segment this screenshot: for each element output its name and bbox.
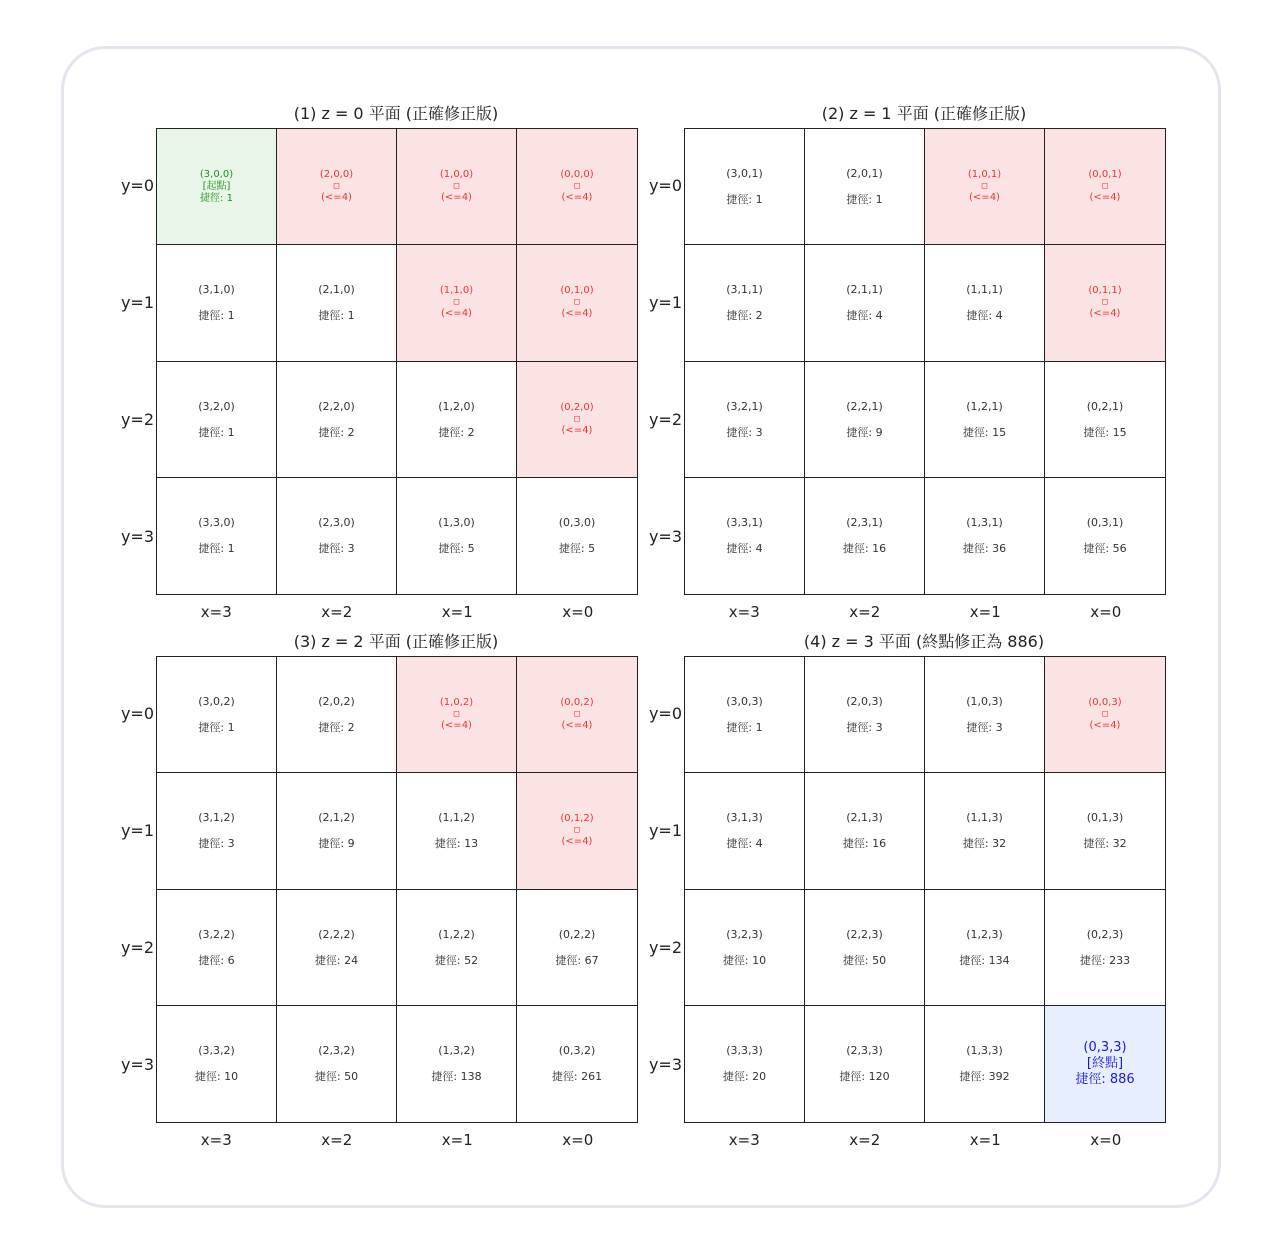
blocked-cell	[277, 129, 397, 245]
shortcut-count: 捷徑: 1	[726, 193, 763, 207]
y-axis-label: y=3	[120, 526, 154, 546]
cell-coordinate: (2,1,2)	[318, 811, 355, 825]
blocked-marker: □	[453, 181, 460, 192]
grid-cell	[397, 362, 517, 478]
y-axis-label: y=2	[648, 937, 682, 957]
grid-cell	[397, 478, 517, 594]
blocked-note: (<=4)	[561, 308, 593, 320]
cell-coordinate: (1,2,1)	[966, 399, 1003, 413]
end-tag: [終點]	[1086, 1055, 1124, 1071]
shortcut-count: 捷徑: 15	[1083, 425, 1127, 439]
shortcut-count: 捷徑: 1	[726, 721, 763, 735]
y-axis-label: y=2	[120, 937, 154, 957]
shortcut-count: 捷徑: 4	[726, 542, 763, 556]
x-axis-label: x=2	[849, 603, 881, 621]
y-axis-label: y=0	[120, 176, 154, 196]
y-axis-label: y=2	[648, 409, 682, 429]
blocked-marker: □	[1102, 297, 1108, 308]
grid-cell	[397, 1006, 517, 1122]
shortcut-count: 捷徑: 392	[959, 1070, 1010, 1084]
y-axis-label: y=0	[648, 704, 682, 724]
grid-cell	[277, 478, 397, 594]
x-axis-label: x=0	[562, 603, 594, 621]
grid-cell	[157, 1006, 277, 1122]
x-axis-label: x=1	[441, 603, 473, 621]
cell-coordinate: (3,3,0)	[198, 516, 235, 530]
y-axis-label: y=3	[648, 526, 682, 546]
cell-coordinate: (2,1,0)	[318, 283, 355, 297]
blocked-cell	[1045, 129, 1165, 245]
grid-cell	[277, 362, 397, 478]
panel-title: (4) z = 3 平面 (終點修正為 886)	[803, 632, 1045, 651]
blocked-cell	[517, 245, 637, 361]
x-axis-label: x=0	[562, 1131, 594, 1149]
cell-coordinate: (3,1,0)	[198, 283, 235, 297]
blocked-note: (<=4)	[441, 308, 472, 320]
grid-cell	[1045, 362, 1165, 478]
grid-cell	[1045, 773, 1165, 889]
y-axis-label: y=1	[120, 821, 154, 841]
grid-panel	[116, 102, 636, 622]
shortcut-count: 捷徑: 4	[966, 309, 1003, 323]
shortcut-count: 捷徑: 233	[1079, 953, 1131, 967]
cell-coordinate: (0,0,3)	[1088, 697, 1122, 709]
cell-coordinate: (1,3,0)	[438, 516, 475, 530]
cell-coordinate: (3,2,3)	[726, 927, 763, 941]
shortcut-count: 捷徑: 15	[962, 425, 1007, 439]
cell-coordinate: (1,0,1)	[967, 169, 1002, 181]
cell-coordinate: (3,0,2)	[198, 695, 235, 709]
grid-cell	[925, 773, 1045, 889]
cell-coordinate: (0,1,2)	[560, 813, 594, 825]
x-axis-label: x=3	[728, 603, 760, 621]
grid-cell	[685, 657, 805, 773]
x-axis-label: x=1	[441, 1131, 473, 1149]
grid-cell	[805, 890, 925, 1006]
blocked-marker: □	[453, 297, 460, 308]
grid-cell	[805, 129, 925, 245]
blocked-note: (<=4)	[1089, 308, 1121, 320]
blocked-cell	[517, 362, 637, 478]
blocked-cell	[517, 773, 637, 889]
cell-coordinate: (0,2,3)	[1086, 927, 1124, 941]
cell-coordinate: (3,3,3)	[726, 1044, 763, 1058]
grid-cell	[925, 478, 1045, 594]
x-axis-label: x=2	[849, 1131, 881, 1149]
shortcut-count: 捷徑: 9	[846, 425, 883, 439]
cell-coordinate: (2,0,1)	[846, 167, 883, 181]
blocked-note: (<=4)	[561, 424, 593, 436]
shortcut-count: 捷徑: 36	[962, 542, 1007, 556]
cell-coordinate: (0,0,2)	[560, 697, 594, 709]
cell-coordinate: (3,2,1)	[726, 399, 763, 413]
grid-cell	[277, 773, 397, 889]
cell-coordinate: (1,1,2)	[438, 811, 475, 825]
grid-cell	[805, 245, 925, 361]
grid-table	[684, 656, 1166, 1123]
grid-cell	[277, 1006, 397, 1122]
grid-table	[156, 128, 638, 595]
y-axis-label: y=1	[120, 293, 154, 313]
blocked-marker: □	[453, 709, 460, 720]
grid-cell	[925, 245, 1045, 361]
cell-coordinate: (1,2,0)	[438, 399, 475, 413]
grid-cell	[805, 773, 925, 889]
grid-cell	[685, 245, 805, 361]
panel-title: (2) z = 1 平面 (正確修正版)	[821, 104, 1027, 123]
blocked-marker: □	[574, 297, 580, 308]
grid-cell	[517, 890, 637, 1006]
cell-coordinate: (1,3,1)	[966, 516, 1003, 530]
shortcut-count: 捷徑: 1	[200, 192, 233, 204]
grid-cell	[157, 657, 277, 773]
grid-panel	[644, 630, 1164, 1150]
shortcut-count: 捷徑: 5	[558, 542, 596, 556]
cell-coordinate: (2,1,1)	[846, 283, 883, 297]
grid-cell	[805, 478, 925, 594]
blocked-marker: □	[574, 825, 580, 836]
cell-coordinate: (0,2,2)	[558, 927, 596, 941]
grid-cell	[925, 657, 1045, 773]
grid-cell	[277, 890, 397, 1006]
blocked-cell	[397, 245, 517, 361]
blocked-cell	[397, 657, 517, 773]
grid-cell	[805, 362, 925, 478]
cell-coordinate: (0,2,1)	[1086, 399, 1124, 413]
x-axis-label: x=0	[1090, 603, 1122, 621]
cell-coordinate: (2,3,2)	[318, 1044, 355, 1058]
blocked-cell	[517, 657, 637, 773]
cell-coordinate: (0,3,2)	[558, 1044, 596, 1058]
cell-coordinate: (2,2,1)	[846, 399, 883, 413]
shortcut-count: 捷徑: 120	[839, 1070, 890, 1084]
cell-coordinate: (3,1,1)	[726, 283, 763, 297]
grid-cell	[1045, 890, 1165, 1006]
cell-coordinate: (2,0,3)	[846, 695, 883, 709]
blocked-note: (<=4)	[1089, 192, 1121, 204]
x-axis-label: x=0	[1090, 1131, 1122, 1149]
cell-coordinate: (3,1,2)	[198, 811, 235, 825]
cell-coordinate: (0,3,0)	[558, 516, 596, 530]
shortcut-count: 捷徑: 1	[846, 193, 883, 207]
grid-cell	[685, 890, 805, 1006]
grid-cell	[157, 478, 277, 594]
shortcut-count: 捷徑: 16	[842, 837, 887, 851]
grid-cell	[397, 890, 517, 1006]
cell-coordinate: (3,3,1)	[726, 516, 763, 530]
cell-coordinate: (2,2,2)	[318, 927, 355, 941]
shortcut-count: 捷徑: 2	[318, 425, 355, 439]
cell-coordinate: (3,2,2)	[198, 927, 235, 941]
shortcut-count: 捷徑: 67	[555, 953, 599, 967]
shortcut-count: 捷徑: 2	[438, 425, 475, 439]
blocked-cell	[1045, 657, 1165, 773]
y-axis-label: y=2	[120, 409, 154, 429]
cell-coordinate: (1,1,3)	[966, 811, 1003, 825]
grid-cell	[517, 478, 637, 594]
grid-cell	[157, 773, 277, 889]
y-axis-label: y=3	[120, 1054, 154, 1074]
blocked-marker: □	[333, 181, 340, 192]
shortcut-count: 捷徑: 1	[318, 309, 355, 323]
shortcut-count: 捷徑: 52	[434, 953, 479, 967]
blocked-note: (<=4)	[561, 192, 593, 204]
x-axis-label: x=3	[200, 603, 232, 621]
shortcut-count: 捷徑: 1	[198, 309, 235, 323]
shortcut-count: 捷徑: 3	[726, 425, 763, 439]
x-axis-label: x=1	[969, 1131, 1001, 1149]
grid-cell	[685, 773, 805, 889]
grid-cell	[925, 1006, 1045, 1122]
x-axis-label: x=3	[728, 1131, 760, 1149]
x-axis-label: x=1	[969, 603, 1001, 621]
cell-coordinate: (0,0,0)	[560, 169, 594, 181]
grid-cell	[685, 362, 805, 478]
cell-coordinate: (0,3,1)	[1086, 516, 1124, 530]
cell-coordinate: (0,2,0)	[560, 401, 594, 413]
grid-cell	[925, 890, 1045, 1006]
cell-coordinate: (1,3,3)	[966, 1044, 1003, 1058]
grid-cell	[685, 1006, 805, 1122]
x-axis-label: x=2	[321, 1131, 353, 1149]
grid-cell	[277, 245, 397, 361]
shortcut-count: 捷徑: 3	[318, 542, 355, 556]
grid-cell	[157, 245, 277, 361]
shortcut-count: 捷徑: 1	[198, 425, 235, 439]
cell-coordinate: (2,3,0)	[318, 516, 355, 530]
shortcut-count: 捷徑: 24	[314, 953, 359, 967]
cell-coordinate: (3,0,0)	[199, 168, 234, 180]
cell-coordinate: (2,3,1)	[846, 516, 883, 530]
cell-coordinate: (2,2,3)	[846, 927, 883, 941]
blocked-note: (<=4)	[561, 836, 593, 848]
grid-table	[156, 656, 638, 1123]
cell-coordinate: (1,0,2)	[439, 697, 474, 709]
shortcut-count: 捷徑: 10	[722, 953, 767, 967]
cell-coordinate: (2,3,3)	[846, 1044, 883, 1058]
shortcut-count: 捷徑: 3	[198, 837, 235, 851]
shortcut-count: 捷徑: 138	[431, 1070, 482, 1084]
shortcut-count: 捷徑: 886	[1075, 1071, 1135, 1087]
shortcut-count: 捷徑: 3	[846, 721, 883, 735]
panel-title: (1) z = 0 平面 (正確修正版)	[293, 104, 499, 123]
shortcut-count: 捷徑: 16	[842, 542, 887, 556]
grid-cell	[1045, 478, 1165, 594]
blocked-note: (<=4)	[561, 720, 593, 732]
grid-panel	[116, 630, 636, 1150]
cell-coordinate: (1,1,1)	[966, 283, 1003, 297]
shortcut-count: 捷徑: 50	[314, 1070, 359, 1084]
y-axis-label: y=0	[648, 176, 682, 196]
blocked-note: (<=4)	[441, 720, 472, 732]
cell-coordinate: (0,1,3)	[1086, 811, 1124, 825]
figure-frame	[61, 46, 1221, 1208]
grid-cell	[925, 362, 1045, 478]
blocked-cell	[397, 129, 517, 245]
grid-cell	[517, 1006, 637, 1122]
shortcut-count: 捷徑: 4	[846, 309, 883, 323]
end-cell	[1045, 1006, 1165, 1122]
cell-coordinate: (0,3,3)	[1083, 1039, 1127, 1055]
grid-cell	[397, 773, 517, 889]
grid-cell	[685, 478, 805, 594]
shortcut-count: 捷徑: 1	[198, 542, 235, 556]
blocked-marker: □	[574, 181, 580, 192]
blocked-cell	[925, 129, 1045, 245]
shortcut-count: 捷徑: 32	[962, 837, 1007, 851]
shortcut-count: 捷徑: 10	[194, 1070, 239, 1084]
cell-coordinate: (1,1,0)	[439, 285, 474, 297]
grid-panel	[644, 102, 1164, 622]
cell-coordinate: (3,3,2)	[198, 1044, 235, 1058]
y-axis-label: y=3	[648, 1054, 682, 1074]
panel-title: (3) z = 2 平面 (正確修正版)	[293, 632, 499, 651]
blocked-marker: □	[1102, 181, 1108, 192]
cell-coordinate: (0,1,1)	[1088, 285, 1122, 297]
grid-cell	[157, 362, 277, 478]
shortcut-count: 捷徑: 5	[438, 542, 475, 556]
blocked-note: (<=4)	[969, 192, 1000, 204]
blocked-marker: □	[1102, 709, 1108, 720]
grid-cell	[805, 1006, 925, 1122]
start-tag: [起點]	[202, 180, 231, 192]
shortcut-count: 捷徑: 2	[318, 721, 355, 735]
cell-coordinate: (2,0,2)	[318, 695, 355, 709]
cell-coordinate: (1,0,3)	[966, 695, 1003, 709]
blocked-note: (<=4)	[1089, 720, 1121, 732]
cell-coordinate: (1,2,3)	[966, 927, 1003, 941]
blocked-cell	[1045, 245, 1165, 361]
cell-coordinate: (3,0,3)	[726, 695, 763, 709]
cell-coordinate: (2,2,0)	[318, 399, 355, 413]
cell-coordinate: (3,1,3)	[726, 811, 763, 825]
cell-coordinate: (3,0,1)	[726, 167, 763, 181]
y-axis-label: y=0	[120, 704, 154, 724]
cell-coordinate: (3,2,0)	[198, 399, 235, 413]
shortcut-count: 捷徑: 1	[198, 721, 235, 735]
x-axis-label: x=3	[200, 1131, 232, 1149]
grid-table	[684, 128, 1166, 595]
grid-cell	[805, 657, 925, 773]
blocked-marker: □	[574, 413, 580, 424]
shortcut-count: 捷徑: 56	[1083, 542, 1127, 556]
shortcut-count: 捷徑: 4	[726, 837, 763, 851]
grid-cell	[685, 129, 805, 245]
shortcut-count: 捷徑: 9	[318, 837, 355, 851]
blocked-note: (<=4)	[441, 192, 472, 204]
blocked-marker: □	[981, 181, 988, 192]
shortcut-count: 捷徑: 20	[722, 1070, 767, 1084]
cell-coordinate: (1,3,2)	[438, 1044, 475, 1058]
x-axis-label: x=2	[321, 603, 353, 621]
shortcut-count: 捷徑: 6	[198, 953, 235, 967]
y-axis-label: y=1	[648, 821, 682, 841]
blocked-note: (<=4)	[321, 192, 352, 204]
shortcut-count: 捷徑: 13	[434, 837, 479, 851]
cell-coordinate: (2,0,0)	[319, 169, 354, 181]
cell-coordinate: (2,1,3)	[846, 811, 883, 825]
cell-coordinate: (1,0,0)	[439, 169, 474, 181]
shortcut-count: 捷徑: 2	[726, 309, 763, 323]
shortcut-count: 捷徑: 261	[551, 1070, 603, 1084]
shortcut-count: 捷徑: 134	[959, 953, 1010, 967]
shortcut-count: 捷徑: 50	[842, 953, 887, 967]
start-cell	[157, 129, 277, 245]
shortcut-count: 捷徑: 32	[1083, 837, 1127, 851]
cell-coordinate: (1,2,2)	[438, 927, 475, 941]
grid-cell	[277, 657, 397, 773]
cell-coordinate: (0,1,0)	[560, 285, 594, 297]
blocked-marker: □	[574, 709, 580, 720]
blocked-cell	[517, 129, 637, 245]
cell-coordinate: (0,0,1)	[1088, 169, 1122, 181]
y-axis-label: y=1	[648, 293, 682, 313]
grid-cell	[157, 890, 277, 1006]
shortcut-count: 捷徑: 3	[966, 721, 1003, 735]
